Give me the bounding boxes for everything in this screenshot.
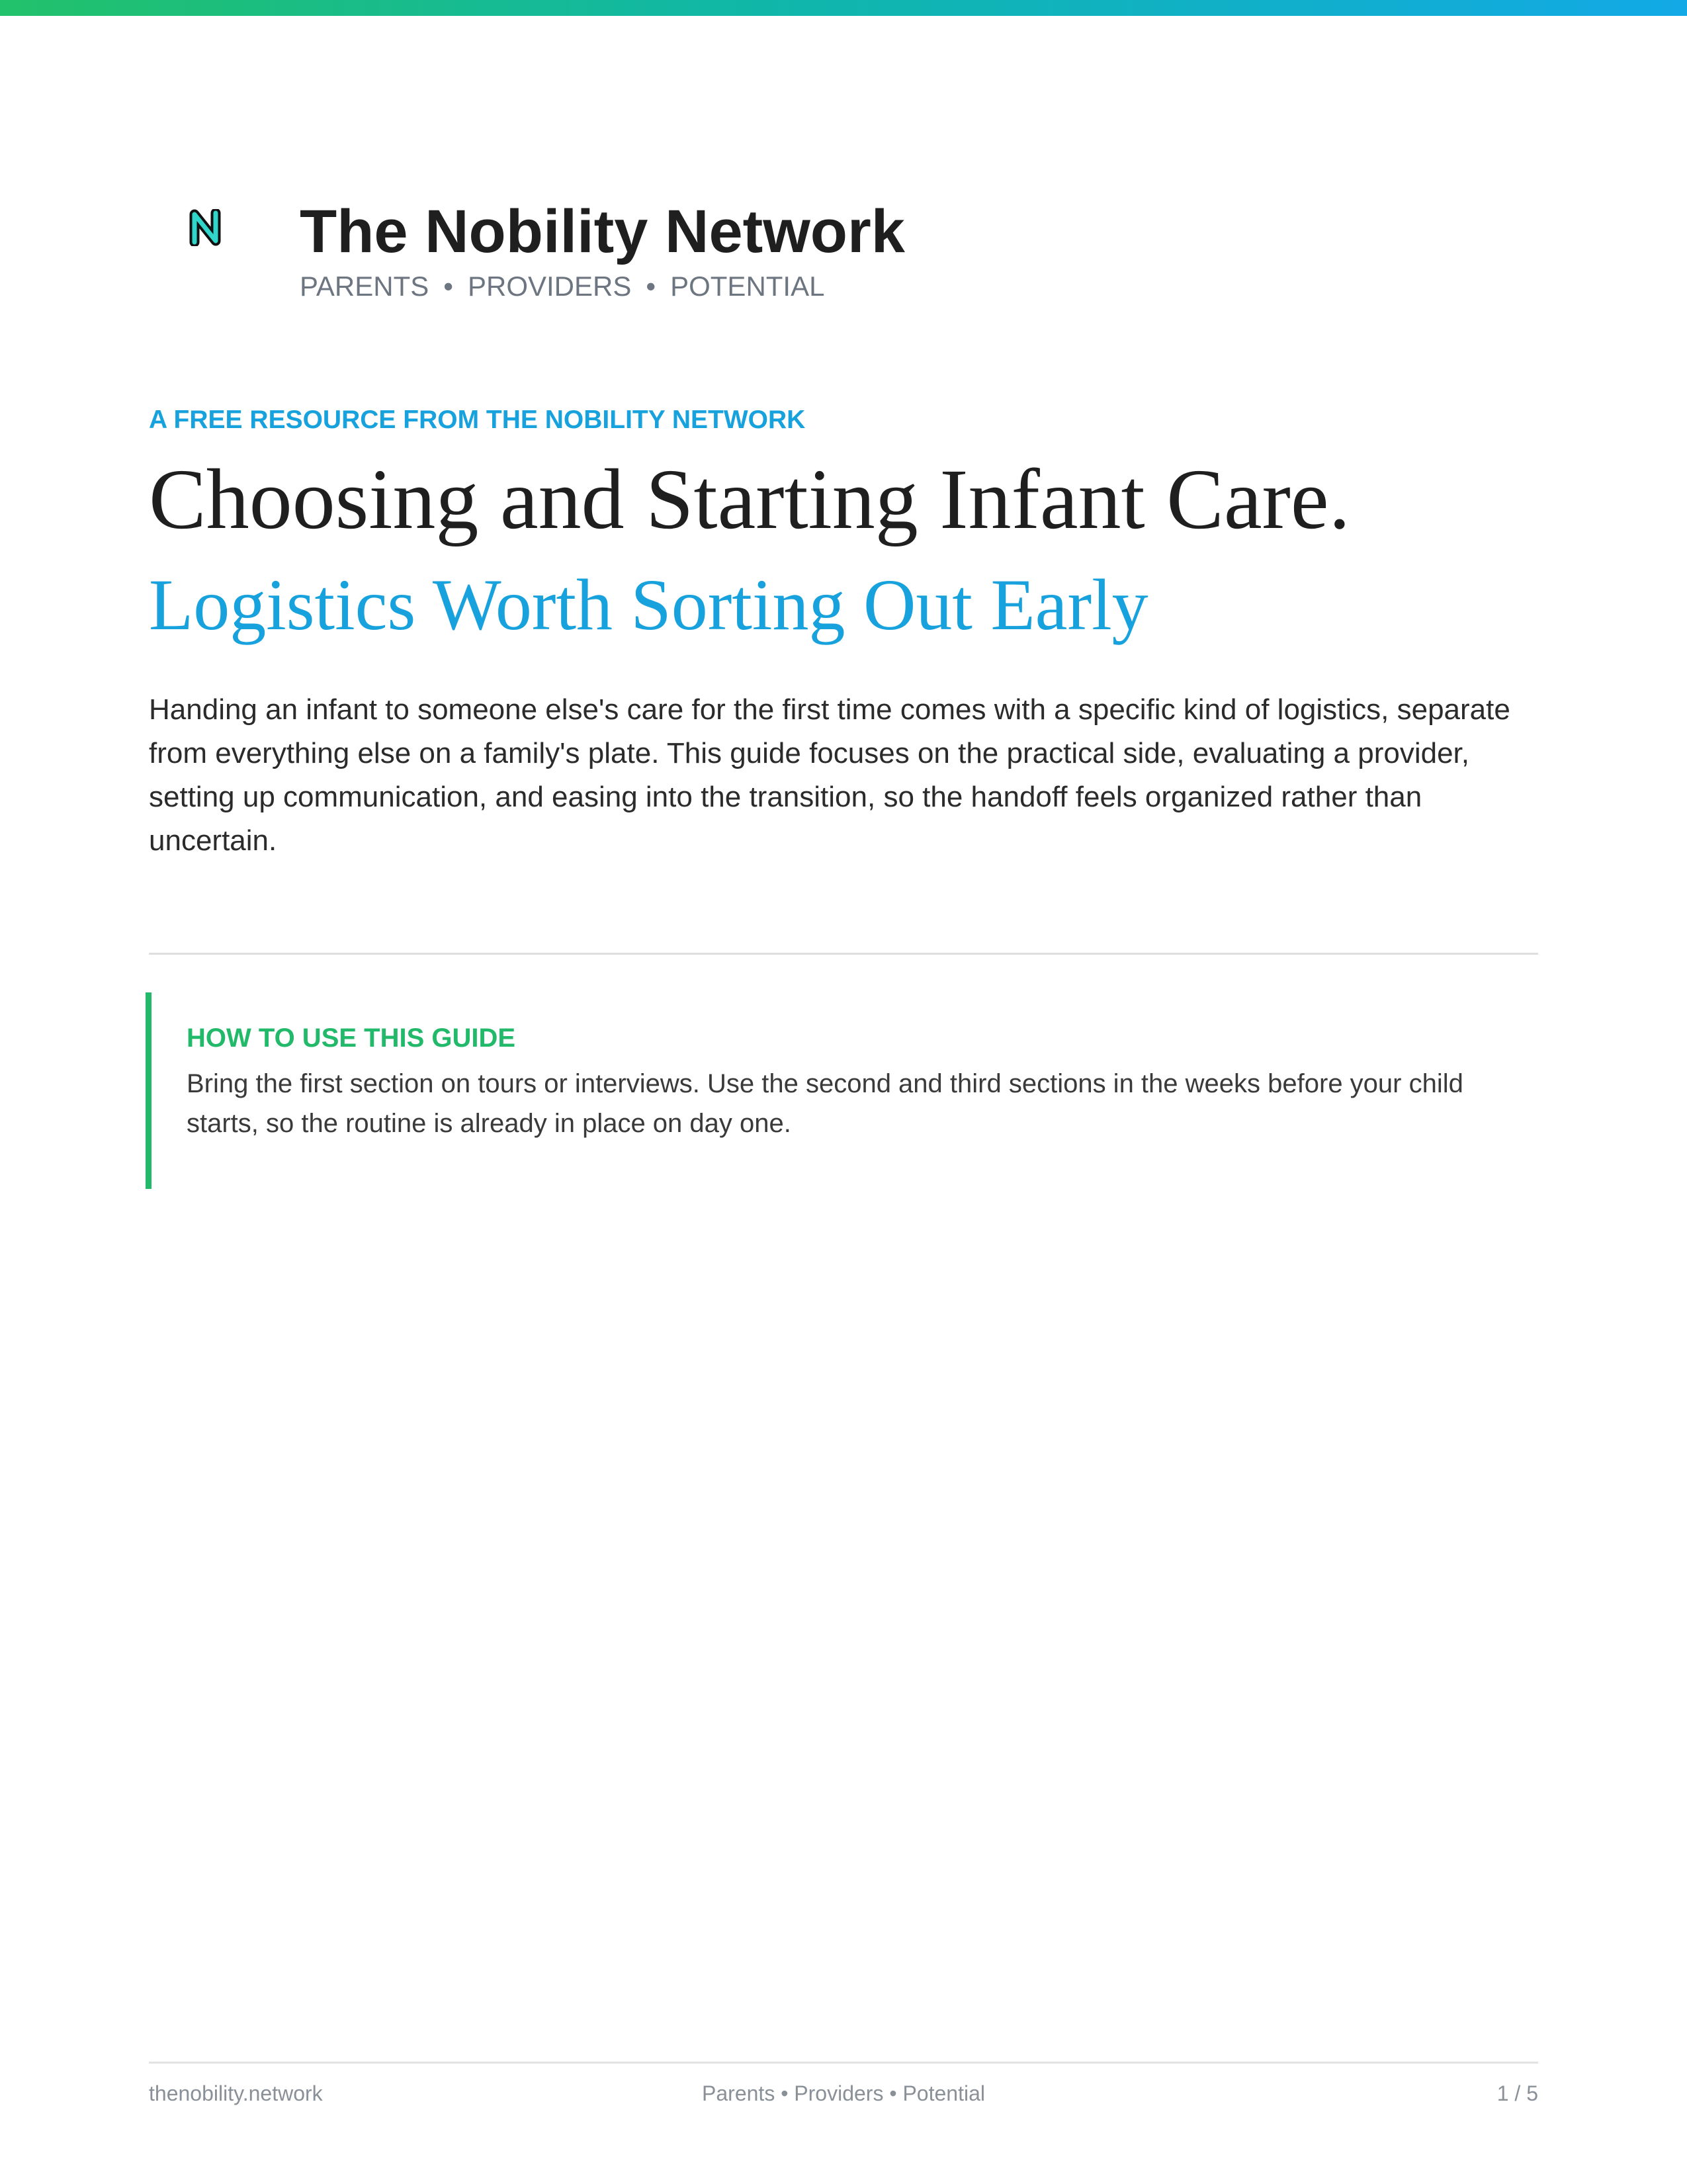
how-to-use-callout	[146, 992, 1535, 1189]
tagline-item: POTENTIAL	[670, 271, 825, 302]
footer-divider	[149, 2062, 1538, 2064]
page-title: Choosing and Starting Infant Care.	[149, 452, 1351, 547]
callout-body: Bring the first section on tours or interviews. Use the second and third sections in the weeks before your child starts, so the routine is already in place on day one.	[187, 1069, 1463, 1138]
n-logo-icon	[189, 209, 222, 246]
footer-page-number: 1 / 5	[1496, 2081, 1538, 2105]
tagline-separator: •	[443, 271, 453, 302]
tagline-item: PROVIDERS	[467, 271, 632, 302]
footer-site: thenobility.network	[149, 2081, 323, 2105]
brand-name: The Nobility Network	[300, 198, 905, 265]
brand-tagline	[300, 270, 824, 303]
tagline-item: PARENTS	[300, 271, 429, 302]
footer-motto: Parents • Providers • Potential	[702, 2081, 985, 2105]
tagline-separator: •	[646, 271, 656, 302]
intro-paragraph: Handing an infant to someone else's care for the first time comes with a specific kind of logistics, separate from everything else on a family's plate. This guide focuses on the practical side, evaluating a provider, setting up communication, and easing into the transition, so the handoff feels organized rather than uncertain.	[149, 693, 1510, 857]
page-subtitle: Logistics Worth Sorting Out Early	[149, 564, 1148, 645]
callout-title: HOW TO USE THIS GUIDE	[187, 1024, 516, 1053]
brand-header	[149, 192, 1207, 324]
resource-kicker: A FREE RESOURCE FROM THE NOBILITY NETWORK	[149, 406, 806, 434]
section-divider	[149, 953, 1538, 955]
top-gradient-bar	[0, 0, 1687, 16]
